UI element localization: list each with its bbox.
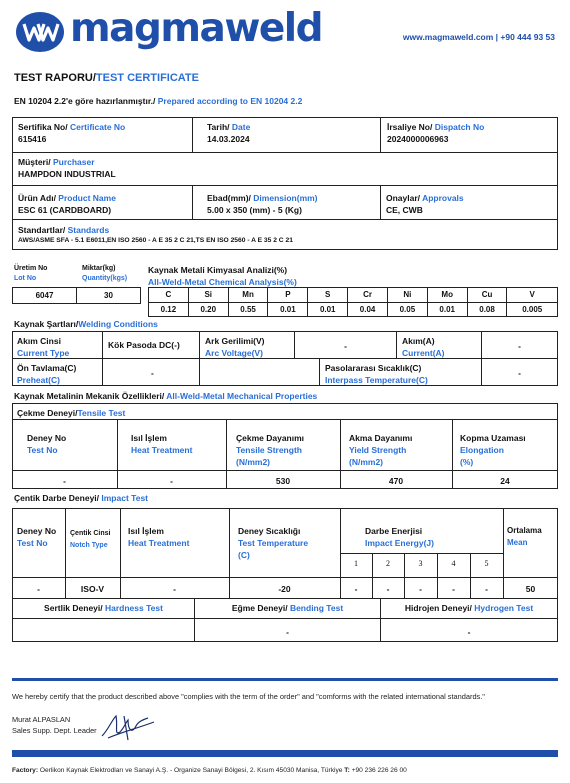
standards-value: AWS/ASME SFA - 5.1 E6011,EN ISO 2560 - A E 35 2 C 21,TS EN ISO 2560 - A E 35 2 C 21 [18,237,293,244]
dimension-value: 5.00 x 350 (mm) - 5 (Kg) [207,205,302,215]
root-pass-cell [102,331,200,359]
label-tr: Onaylar/ [386,193,421,203]
title-tr: TEST RAPORU/ [14,72,96,84]
energy-value: - [354,584,358,594]
label-tr: Ön Tavlama(C) [17,363,77,373]
arc-voltage-cell [199,331,295,359]
title-en: Impact Test [99,493,148,503]
interpass-value: - [518,368,521,378]
tensile-strength-value: 530 [275,476,291,486]
energy-column-label: 2 [386,559,390,568]
label-tr: Hidrojen Deneyi/ [404,603,472,613]
document-title [14,72,199,84]
hardness-test-cell [12,598,195,642]
signer-block [12,714,97,736]
quantity-value: 30 [77,288,141,304]
dispatch-no-value: 2024000006963 [387,134,449,144]
page-header [0,0,570,62]
qty-label-tr: Miktar(kg) [82,265,116,272]
bending-test-cell [194,598,381,642]
title-tr: Kaynak Şartları/ [14,319,79,329]
unit: (N/mm2) [349,457,384,467]
notch-type-value: ISO-V [80,584,105,594]
lot-table [12,287,141,304]
notch-type-header [70,528,110,552]
title-en: TEST CERTIFICATE [95,72,199,84]
label-tr: Isıl İşlem [128,526,164,536]
label-tr: Ebad(mm)/ [207,193,251,203]
label-en: Tensile Strength [236,445,302,455]
tel-value: +90 236 226 26 00 [349,767,407,774]
label-en: Mean [507,538,528,547]
element-cell: Mo [427,288,467,303]
signer-name: Murat ALPASLAN [12,715,71,724]
label-tr: Sertlik Deneyi/ [44,603,103,613]
label-en: Preheat(C) [17,375,60,385]
label-en: Dispatch No [432,122,485,132]
chem-title-tr: Kaynak Metali Kimyasal Analizi(%) [148,265,288,275]
label-en: Interpass Temperature(C) [325,375,428,385]
element-value-cell: 0.05 [387,302,427,317]
label-en: Bending Test [287,603,344,613]
element-cell: V [507,288,558,303]
label-tr: Çekme Dayanımı [236,433,305,443]
label-tr: Kopma Uzaması [460,433,526,443]
label-en: Certificate No [67,122,126,132]
label-tr: Deney No [27,433,67,443]
tensile-test-no-header [27,432,66,456]
lot-value: 6047 [13,288,77,304]
purchaser-value: HAMPDON INDUSTRIAL [18,169,116,179]
element-cell: Ni [387,288,427,303]
dimension-cell [192,185,381,220]
brand-name: magmaweld [70,6,323,51]
preheat-value-cell [102,358,200,386]
element-cell: C [149,288,189,303]
label-en: Product Name [55,193,116,203]
divider [12,577,558,578]
label-tr: Akım Cinsi [17,336,61,346]
energy-column-label: 3 [418,559,423,568]
certificate-no-value: 615416 [18,134,47,144]
label-tr: Akım(A) [402,336,435,346]
label-en: Yield Strength [349,445,407,455]
impact-heat-treatment-value: - [173,584,176,594]
qty-label-en: Quantity(kgs) [82,275,128,282]
divider [12,419,558,420]
label-en: Current(A) [402,348,445,358]
lot-label-en: Lot No [14,275,37,282]
chemical-analysis-table [148,287,558,317]
label-en: Hydrogen Test [471,603,534,613]
tensile-test-title [17,408,125,418]
element-value-cell: 0.04 [348,302,388,317]
arc-voltage-value-cell [294,331,397,359]
element-value-cell: 0.55 [228,302,268,317]
elongation-value: 24 [500,476,510,486]
contact-info[interactable]: www.magmaweld.com | +90 444 93 53 [402,32,555,42]
element-value-cell: 0.01 [308,302,348,317]
prepared-en: Prepared according to EN 10204 2.2 [155,96,303,106]
date-value: 14.03.2024 [207,134,250,144]
label-tr: Müşteri/ [18,157,51,167]
test-temperature-value: -20 [278,584,291,594]
energy-value: - [452,584,455,594]
mean-value: 50 [525,584,536,594]
product-value: ESC 61 (CARDBOARD) [18,205,112,215]
label-en: Heat Treatment [128,538,190,548]
certificate-no-cell [12,117,193,153]
label-en: Date [229,122,251,132]
tensile-strength-header [236,432,304,468]
element-row [149,288,558,303]
title-en: Tensile Test [77,408,126,418]
prepared-tr: EN 10204 2.2'e göre hazırlanmıştır./ [14,96,156,106]
divider [12,470,558,471]
elongation-header [460,432,526,468]
divider [12,618,558,619]
label-tr: Ürün Adı/ [18,193,56,203]
interpass-cell [319,358,482,386]
title-tr: Çentik Darbe Deneyi/ [14,493,100,503]
standards-cell [12,219,558,250]
lot-header [14,264,47,284]
footer-rule [12,678,558,681]
label-tr: Akma Dayanımı [349,433,413,443]
element-cell: Cu [467,288,507,303]
element-cell: Cr [348,288,388,303]
energy-column-label: 4 [451,559,456,568]
tensile-heat-treatment-header [131,432,192,456]
label-tr: Çentik Cinsi [70,530,111,537]
arc-voltage-value: - [344,341,347,351]
approvals-value: CE, CWB [386,205,423,215]
element-cell: Mn [228,288,268,303]
label-tr: Tarih/ [207,122,230,132]
label-tr: Darbe Enerjisi [365,526,423,536]
mechanical-properties-title [14,391,317,401]
prepared-note [14,96,302,106]
title-tr: Çekme Deneyi/ [17,408,78,418]
purchaser-cell [12,152,558,186]
label-en: Test Temperature [238,538,309,548]
element-value-cell: 0.12 [149,302,189,317]
welding-conditions-title [14,319,158,329]
tel-label: T: [344,767,350,774]
label-en: Test No [27,445,58,455]
unit: (N/mm2) [236,457,271,467]
blank-cell [199,358,320,386]
root-pass-value: Kök Pasoda DC(-) [108,340,180,350]
dispatch-no-cell [380,117,558,153]
label-en: Approvals [420,193,464,203]
label-tr: Ortalama [507,526,542,535]
impact-test-title [14,493,148,503]
quantity-header [82,264,127,284]
hydrogen-value: - [467,627,471,637]
lot-label-tr: Üretim No [14,265,48,272]
label-tr: Isıl İşlem [131,433,167,443]
current-amp-value-cell [481,331,558,359]
mean-header [507,525,542,549]
value-row [149,302,558,317]
label-en: Dimension(mm) [250,193,318,203]
impact-test-no-value: - [37,584,40,594]
element-cell: Si [188,288,228,303]
factory-address [12,767,407,774]
element-value-cell: 0.01 [427,302,467,317]
label-en: Arc Voltage(V) [205,348,263,358]
preheat-cell [12,358,103,386]
label-en: Purchaser [50,157,95,167]
test-temperature-header [238,525,308,561]
hydrogen-test-cell [380,598,558,642]
bending-value: - [286,627,289,637]
magmaweld-logo-icon [16,12,64,52]
label-tr: Sertifika No/ [18,122,68,132]
label-en: Notch Type [70,542,108,549]
label-en: Standards [65,225,110,235]
element-value-cell: 0.01 [268,302,308,317]
unit: (C) [238,550,250,560]
label-en: Current Type [17,348,70,358]
energy-column-label: 5 [484,559,489,568]
signer-title: Sales Supp. Dept. Leader [12,726,97,735]
unit: (%) [460,457,474,467]
label-tr: Standartlar/ [18,225,66,235]
energy-column-label: 1 [354,559,358,568]
yield-strength-header [349,432,412,468]
label-tr: Eğme Deneyi/ [231,603,288,613]
factory-label: Factory: [12,767,39,774]
tensile-test-no-value: - [63,476,66,486]
label-tr: Ark Gerilimi(V) [205,336,265,346]
element-value-cell: 0.005 [507,302,558,317]
label-tr: Deney Sıcaklığı [238,526,301,536]
current-amp-cell [396,331,482,359]
energy-value: - [485,584,488,594]
impact-test-no-header [17,525,56,549]
element-value-cell: 0.08 [467,302,507,317]
element-value-cell: 0.20 [188,302,228,317]
impact-heat-treatment-header [128,525,189,549]
energy-value: - [419,584,422,594]
energy-value: - [386,584,390,594]
label-tr: Deney No [17,526,57,536]
title-en: All-Weld-Metal Mechanical Properties [164,391,318,401]
current-amp-value: - [518,341,521,351]
impact-energy-header [365,525,434,549]
chem-title-en: All-Weld-Metal Chemical Analysis(%) [148,277,297,287]
label-en: Heat Treatment [131,445,193,455]
element-cell: P [268,288,308,303]
label-en: Elongation [460,445,504,455]
title-tr: Kaynak Metalinin Mekanik Özellikleri/ [14,391,165,401]
title-en: Welding Conditions [78,319,158,329]
label-tr: Pasolararası Sıcaklık(C) [325,363,422,373]
label-en: Test No [17,538,48,548]
tensile-heat-treatment-value: - [170,476,173,486]
approvals-cell [380,185,558,220]
footer-band [12,750,558,757]
element-cell: S [308,288,348,303]
label-en: Impact Energy(J) [365,538,434,548]
interpass-value-cell [481,358,558,386]
certification-statement: We hereby certify that the product described above "complies with the term of the order" and "comforms with the related international standards." [12,692,485,701]
divider [340,553,503,554]
yield-strength-value: 470 [388,476,404,486]
current-type-cell [12,331,103,359]
signature-icon [98,710,158,744]
factory-text: Oerlikon Kaynak Elektrodları ve Sanayi A.Ş. - Organize Sanayi Bölgesi, 2. Kısım 45030 Manisa, Türkiye [38,767,345,774]
label-en: Hardness Test [102,603,163,613]
date-cell [192,117,381,153]
chemical-analysis-title [148,264,297,288]
preheat-value: - [151,368,154,378]
label-tr: İrsaliye No/ [387,122,433,132]
product-cell [12,185,193,220]
